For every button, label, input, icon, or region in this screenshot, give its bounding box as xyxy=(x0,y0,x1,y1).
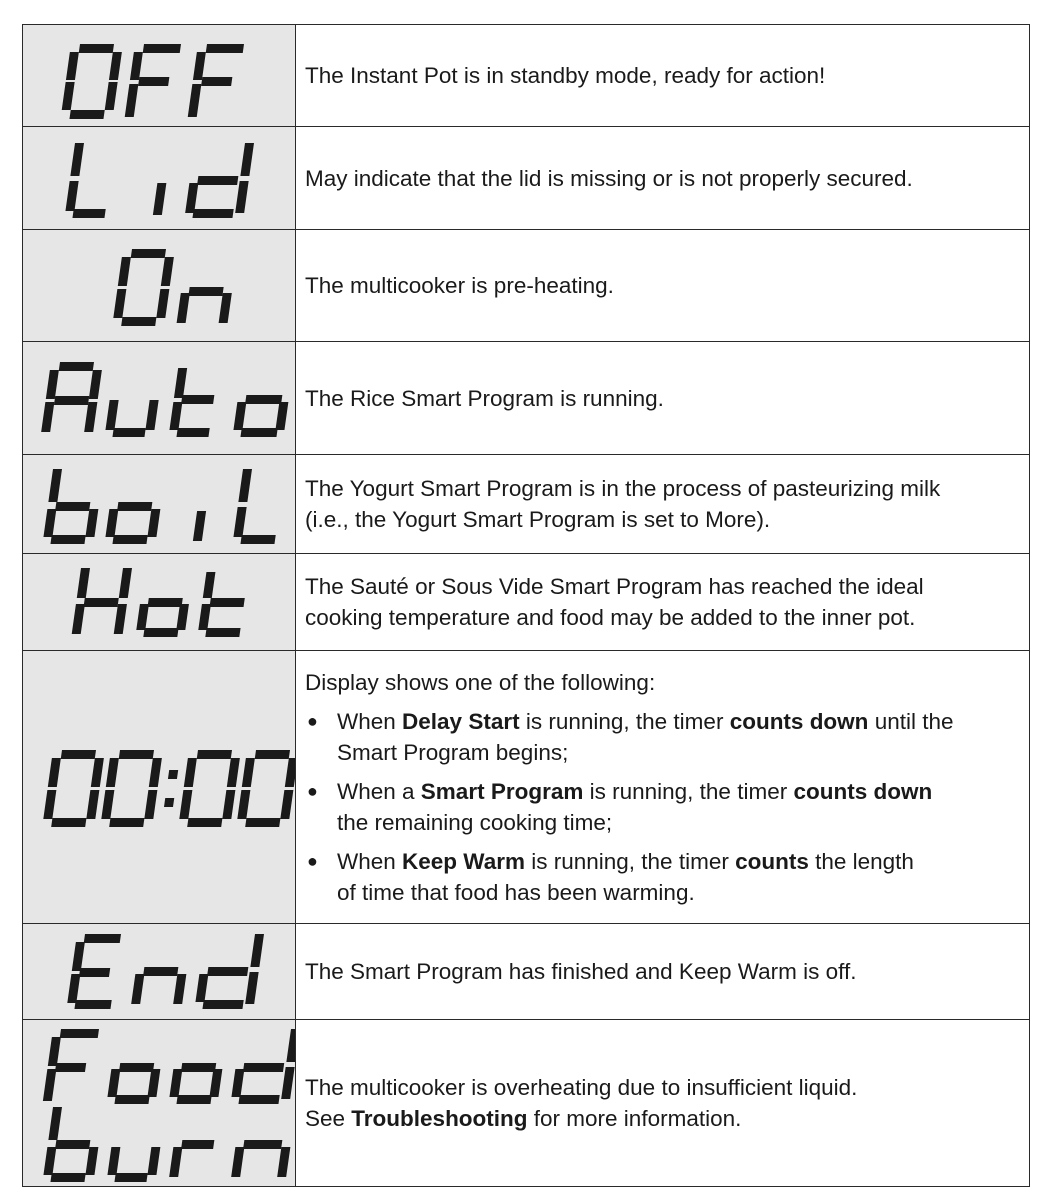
bullet-bold-term: counts down xyxy=(793,778,933,804)
description-text: The Instant Pot is in standby mode, ready for action! xyxy=(305,63,826,88)
table-row xyxy=(23,454,1029,553)
description-text: The Rice Smart Program is running. xyxy=(305,385,664,411)
lcd-food-burn-icon xyxy=(23,1021,295,1186)
lcd-display-cell xyxy=(23,924,296,1019)
bullet-text-line-2: Smart Program begins; xyxy=(337,739,569,765)
description-line-1: The multicooker is overheating due to insufficient liquid. xyxy=(305,1075,858,1100)
description-line-2: cooking temperature and food may be added to the inner pot. xyxy=(305,605,916,630)
lcd-display-cell xyxy=(23,127,296,229)
description-cell xyxy=(296,651,1029,923)
table-row xyxy=(23,341,1029,454)
lcd-timer-icon xyxy=(23,652,295,922)
lcd-off-icon xyxy=(23,26,295,126)
bullet-bold-term: Keep Warm xyxy=(402,848,525,874)
bullet-text-line-2: the remaining cooking time; xyxy=(337,809,613,835)
description-cell xyxy=(296,1020,1029,1186)
bullet-text: is running, the timer xyxy=(583,778,794,804)
description-text: May indicate that the lid is missing or is not properly secured. xyxy=(305,165,913,191)
table-row xyxy=(23,1019,1029,1186)
lcd-display-cell xyxy=(23,342,296,454)
lcd-end-icon xyxy=(23,924,295,1019)
description-line-1: The Sauté or Sous Vide Smart Program has reached the ideal xyxy=(305,574,924,599)
description-line-2: (i.e., the Yogurt Smart Program is set to More). xyxy=(305,507,771,532)
description-line-2 xyxy=(305,1103,1017,1134)
description-text: The Smart Program has finished and Keep Warm is off. xyxy=(305,959,857,984)
description-cell xyxy=(296,924,1029,1019)
table-row xyxy=(23,25,1029,126)
description-cell xyxy=(296,342,1029,454)
bullet-text: When xyxy=(337,708,403,734)
description-cell xyxy=(296,455,1029,553)
lcd-display-cell xyxy=(23,230,296,341)
table-row xyxy=(23,553,1029,650)
bullet-text: is running, the timer xyxy=(524,848,736,874)
bullet-text: until the xyxy=(868,708,954,734)
display-messages-table xyxy=(22,24,1030,1187)
lcd-display-cell xyxy=(23,554,296,650)
bullet-text: When xyxy=(337,848,403,874)
bullet-text: the length xyxy=(808,848,914,874)
lcd-hot-icon xyxy=(23,554,295,650)
bullet-bold-term: counts xyxy=(735,848,809,874)
list-item xyxy=(305,846,1017,908)
bullet-text: is running, the timer xyxy=(519,708,730,734)
description-line-1: The Yogurt Smart Program is in the process of pasteurizing milk xyxy=(305,476,941,501)
bullet-icon: ● xyxy=(307,710,318,731)
description-cell xyxy=(296,554,1029,650)
table-row xyxy=(23,650,1029,923)
description-text: for more information. xyxy=(527,1106,742,1131)
description-cell xyxy=(296,230,1029,341)
lcd-display-cell xyxy=(23,1020,296,1186)
lcd-on-icon xyxy=(23,231,295,341)
lcd-display-cell xyxy=(23,455,296,553)
table-row xyxy=(23,229,1029,341)
description-intro: Display shows one of the following: xyxy=(305,669,656,695)
bullet-text-line-2: of time that food has been warming. xyxy=(337,879,695,905)
lcd-display-cell xyxy=(23,651,296,923)
description-text: See xyxy=(305,1106,352,1131)
list-item xyxy=(305,706,1017,768)
bullet-text: When a xyxy=(337,778,421,804)
lcd-auto-icon xyxy=(23,342,295,454)
table-row xyxy=(23,126,1029,229)
table-row xyxy=(23,923,1029,1019)
bullet-bold-term: Smart Program xyxy=(420,778,584,804)
bullet-icon: ● xyxy=(307,780,318,801)
description-cell xyxy=(296,25,1029,126)
description-cell xyxy=(296,127,1029,229)
description-text: The multicooker is pre-heating. xyxy=(305,273,614,298)
bullet-bold-term: Delay Start xyxy=(402,708,520,734)
lcd-boil-icon xyxy=(23,455,295,553)
list-item xyxy=(305,776,1017,838)
lcd-lid-icon xyxy=(23,127,295,229)
bullet-icon: ● xyxy=(307,850,318,871)
troubleshooting-reference: Troubleshooting xyxy=(351,1106,528,1131)
lcd-display-cell xyxy=(23,25,296,126)
bullet-bold-term: counts down xyxy=(729,708,869,734)
